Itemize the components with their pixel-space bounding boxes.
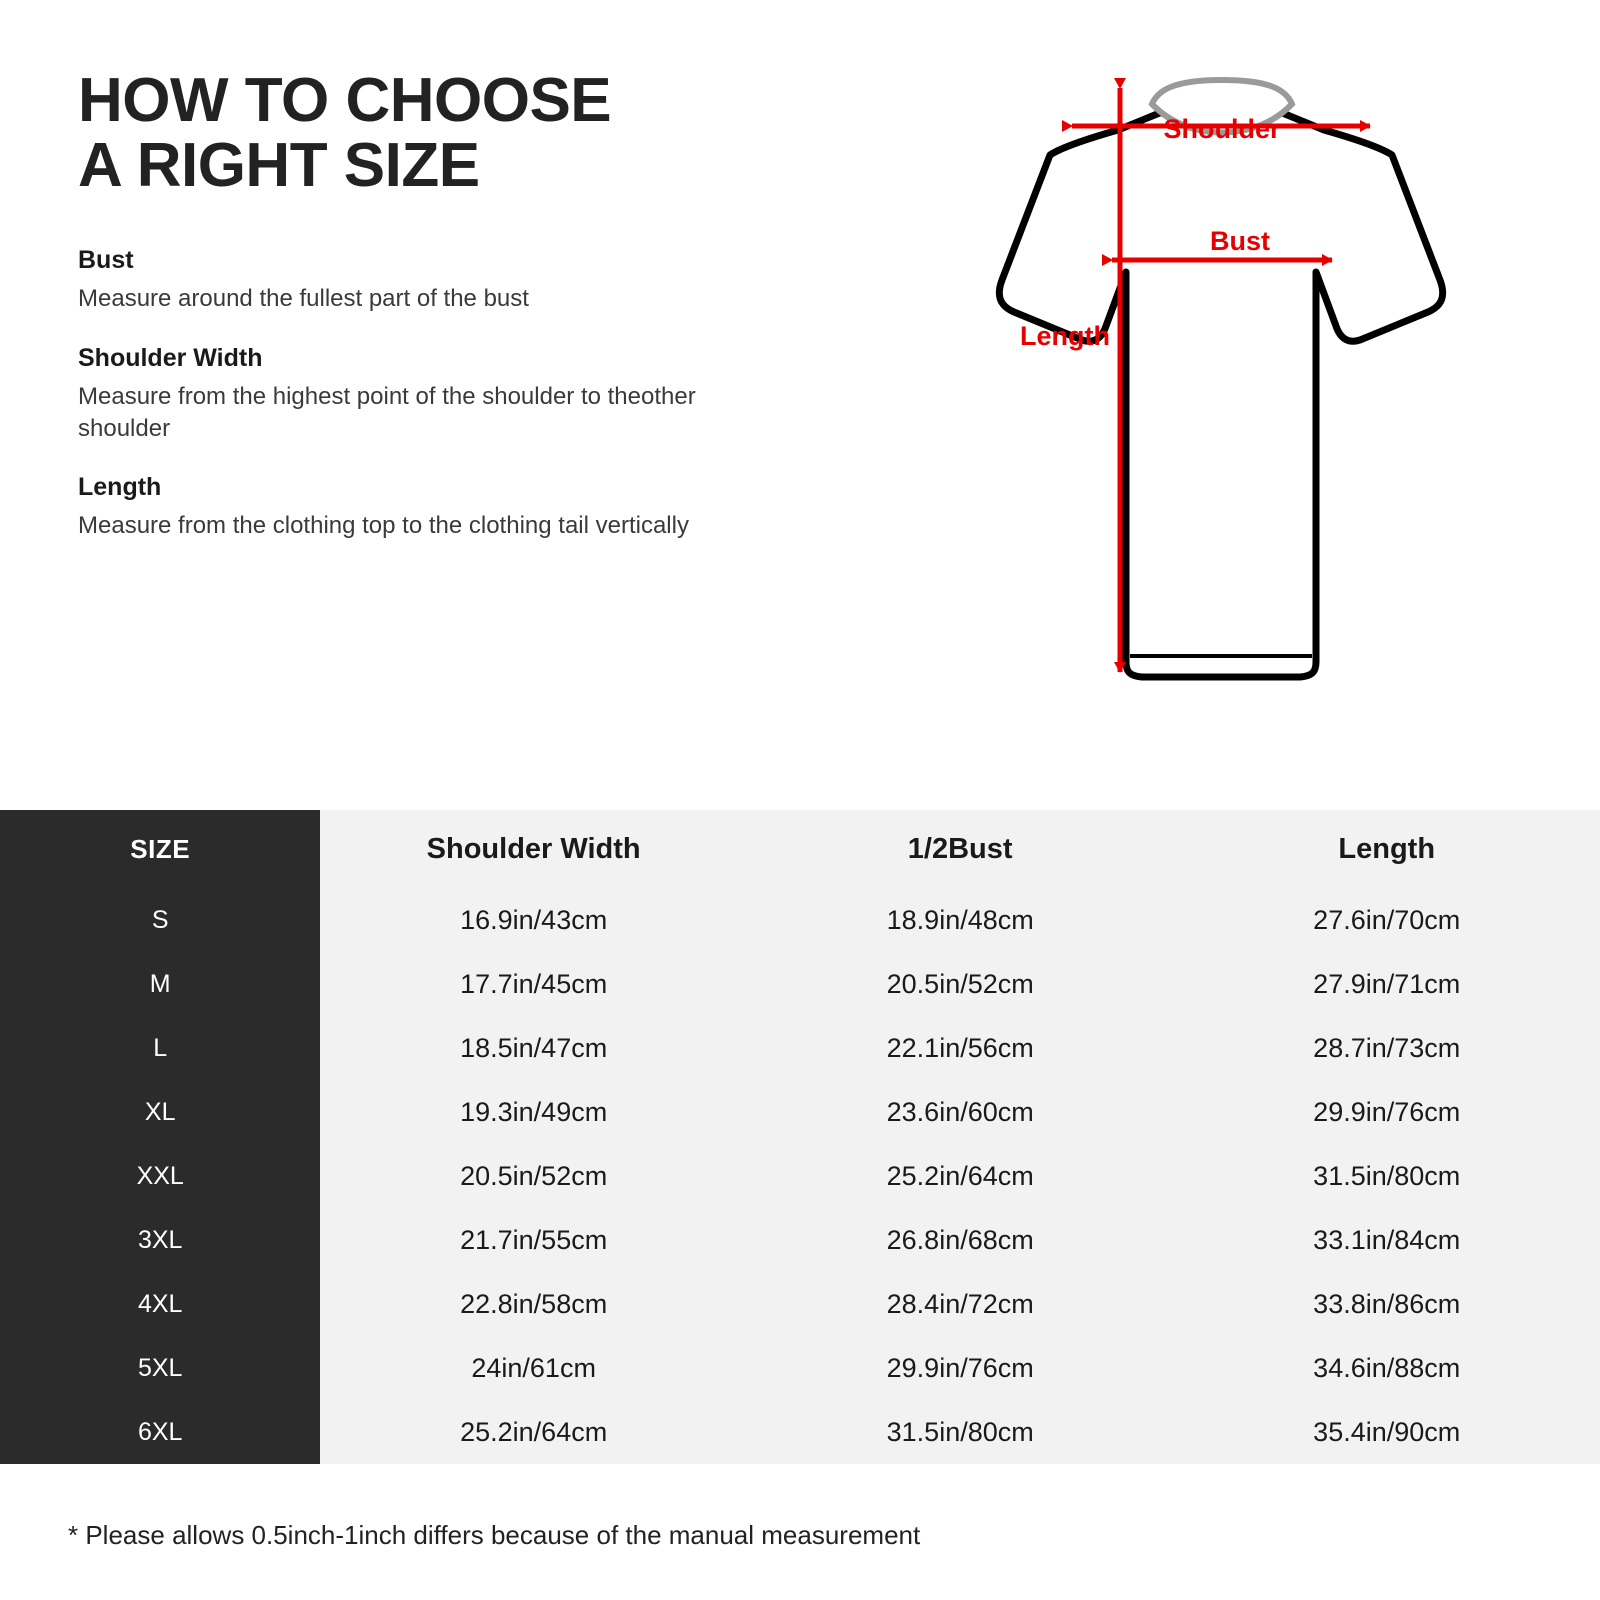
page-title-line-2: A RIGHT SIZE [78,131,480,201]
header-half-bust: 1/2Bust [747,810,1174,888]
measurement-note: * Please allows 0.5inch-1inch differs because of the manual measurement [68,1520,921,1550]
size-table-body [0,888,1600,1464]
cell-size: XL [0,1080,320,1144]
definition-description: Measure from the highest point of the shoulder to theother shoulder [78,382,696,442]
cell-bust: 22.1in/56cm [747,1016,1174,1080]
cell-shoulder: 22.8in/58cm [320,1272,747,1336]
table-row [0,1400,1600,1464]
size-table-container [0,810,1600,1464]
cell-length: 27.6in/70cm [1173,888,1600,952]
cell-bust: 31.5in/80cm [747,1400,1174,1464]
cell-bust: 20.5in/52cm [747,952,1174,1016]
cell-shoulder: 24in/61cm [320,1336,747,1400]
cell-length: 29.9in/76cm [1173,1080,1600,1144]
table-row [0,1080,1600,1144]
shoulder-label: Shoulder [1163,114,1281,144]
table-row [0,1144,1600,1208]
cell-shoulder: 16.9in/43cm [320,888,747,952]
cell-bust: 26.8in/68cm [747,1208,1174,1272]
cell-bust: 28.4in/72cm [747,1272,1174,1336]
table-row [0,888,1600,952]
header-shoulder-width: Shoulder Width [320,810,747,888]
instructions-panel [78,68,778,571]
definition-term: Bust [78,246,134,275]
definition-shoulder-width [78,344,778,446]
table-header-row [0,810,1600,888]
cell-size: 5XL [0,1336,320,1400]
bust-label: Bust [1210,226,1270,256]
definition-description: Measure from the clothing top to the clothing tail vertically [78,512,689,540]
definition-term: Shoulder Width [78,343,263,372]
cell-length: 34.6in/88cm [1173,1336,1600,1400]
tshirt-diagram [800,50,1560,740]
definition-description: Measure around the fullest part of the bust [78,285,529,313]
cell-size: 6XL [0,1400,320,1464]
cell-length: 33.1in/84cm [1173,1208,1600,1272]
cell-bust: 25.2in/64cm [747,1144,1174,1208]
definition-length [78,473,778,542]
size-table-header [0,810,1600,888]
cell-shoulder: 18.5in/47cm [320,1016,747,1080]
cell-bust: 29.9in/76cm [747,1336,1174,1400]
length-label: Length [1020,321,1110,351]
table-row [0,952,1600,1016]
cell-bust: 23.6in/60cm [747,1080,1174,1144]
cell-size: L [0,1016,320,1080]
table-row [0,1208,1600,1272]
tshirt-outline-icon [999,80,1442,677]
size-table [0,810,1600,1464]
page-title-line-1: HOW TO CHOOSE [78,66,612,135]
cell-length: 33.8in/86cm [1173,1272,1600,1336]
cell-shoulder: 25.2in/64cm [320,1400,747,1464]
cell-shoulder: 20.5in/52cm [320,1144,747,1208]
cell-size: 4XL [0,1272,320,1336]
cell-length: 35.4in/90cm [1173,1400,1600,1464]
cell-length: 27.9in/71cm [1173,952,1600,1016]
cell-shoulder: 21.7in/55cm [320,1208,747,1272]
cell-shoulder: 19.3in/49cm [320,1080,747,1144]
cell-bust: 18.9in/48cm [747,888,1174,952]
cell-size: XXL [0,1144,320,1208]
cell-size: S [0,888,320,952]
cell-length: 28.7in/73cm [1173,1016,1600,1080]
cell-size: M [0,952,320,1016]
definition-term: Length [78,473,162,502]
table-row [0,1272,1600,1336]
cell-size: 3XL [0,1208,320,1272]
cell-length: 31.5in/80cm [1173,1144,1600,1208]
header-size: SIZE [0,810,320,888]
cell-shoulder: 17.7in/45cm [320,952,747,1016]
table-row [0,1016,1600,1080]
header-length: Length [1173,810,1600,888]
definition-bust [78,246,778,315]
table-row [0,1336,1600,1400]
page-title [78,66,778,201]
